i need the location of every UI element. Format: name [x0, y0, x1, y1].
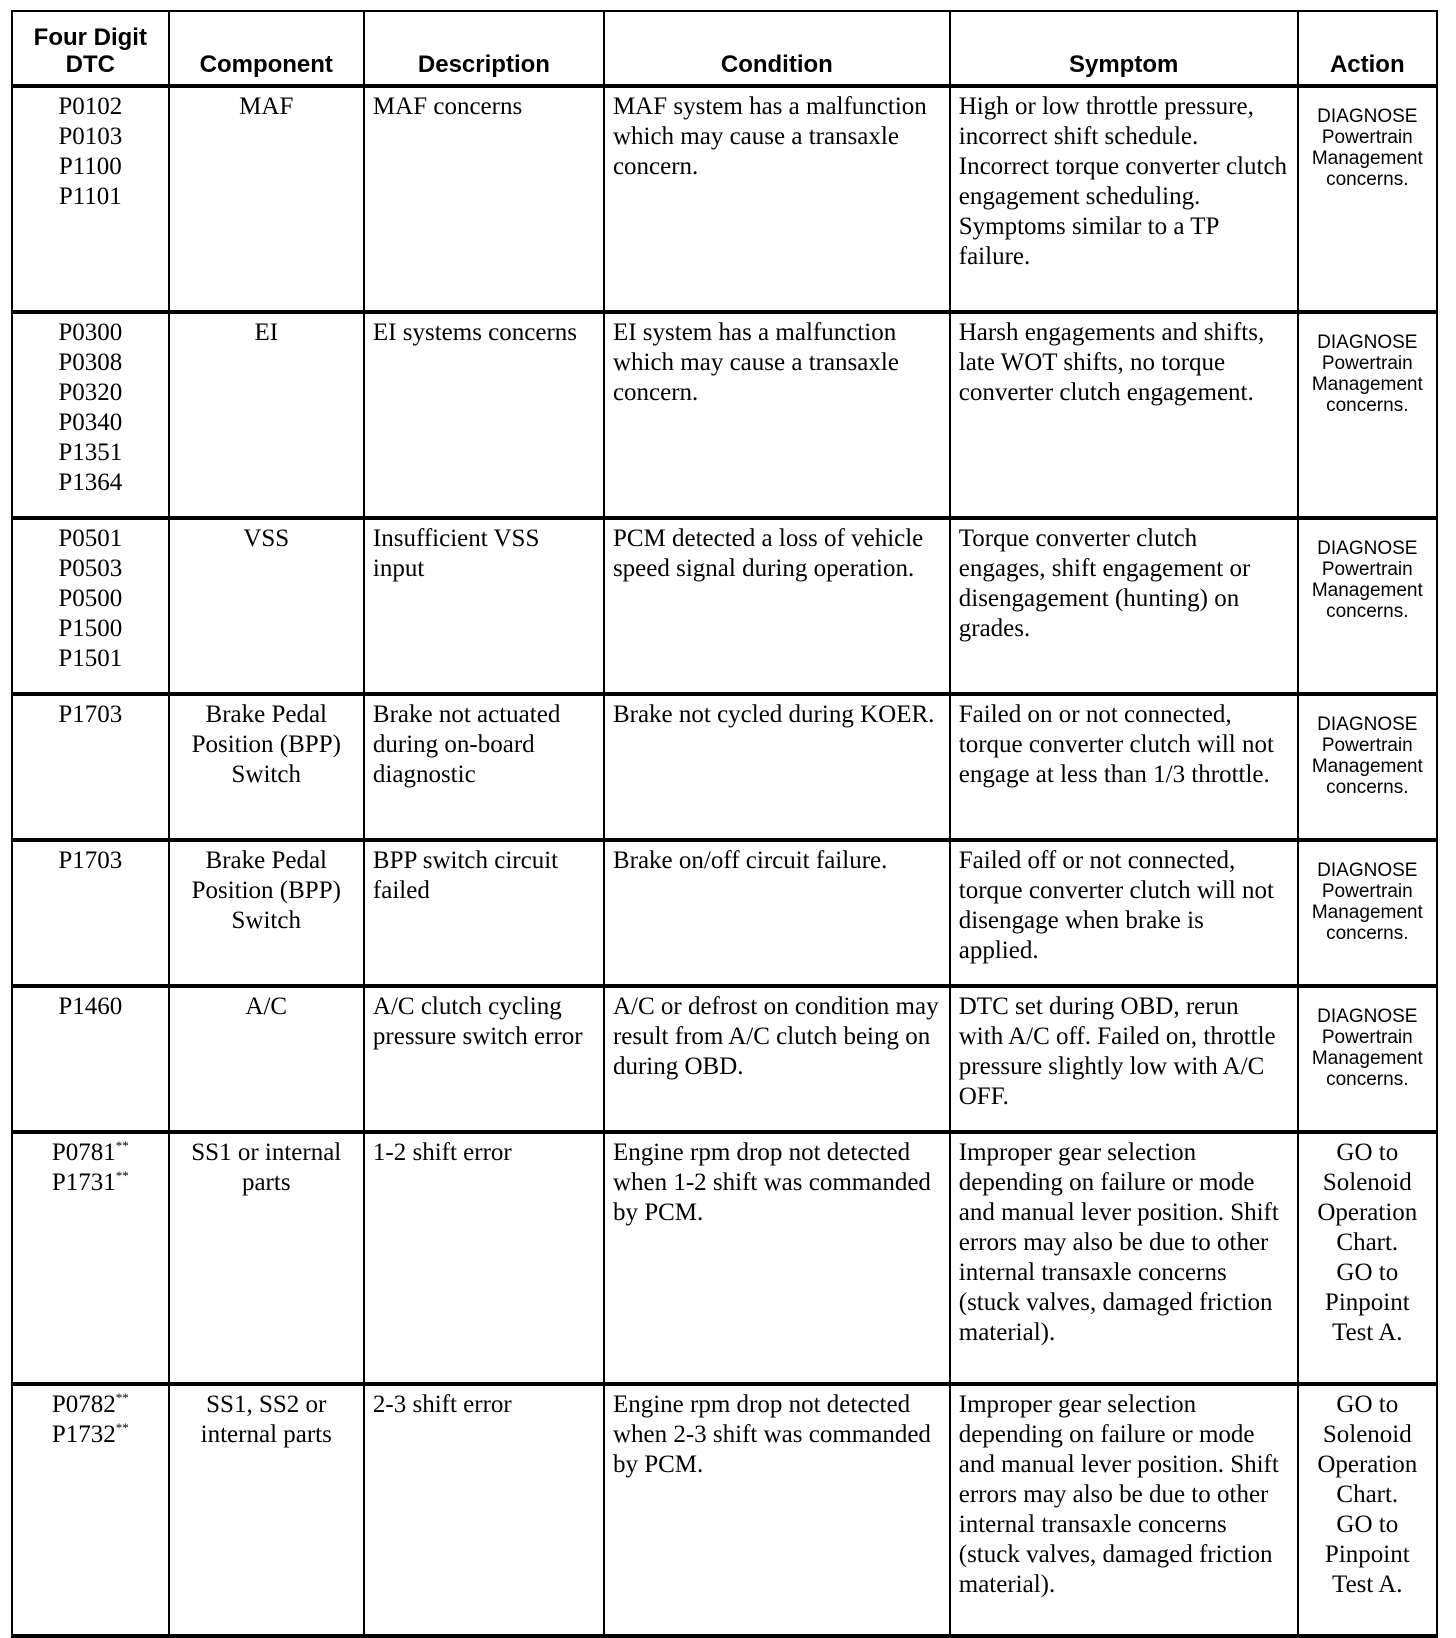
- table-row: [12, 1132, 1437, 1384]
- condition-cell: A/C or defrost on condition may result from A/C clutch being on during OBD.: [604, 986, 950, 1132]
- symptom-cell: Failed off or not connected, torque converter clutch will not disengage when brake is applied.: [950, 840, 1298, 986]
- symptom-cell: Improper gear selection depending on failure or mode and manual lever position. Shift errors may also be due to other internal transaxle concerns (stuck valves, damaged friction material).: [950, 1384, 1298, 1636]
- dtc-codes-cell: [12, 694, 169, 840]
- description-cell: 2-3 shift error: [364, 1384, 604, 1636]
- action-line: Management: [1311, 1048, 1423, 1069]
- dtc-codes-cell: [12, 1384, 169, 1636]
- dtc-code: P1500: [58, 615, 123, 642]
- dtc-codes-cell: [12, 1132, 169, 1384]
- header-dtc: [12, 11, 169, 86]
- action-line: Operation: [1317, 1451, 1418, 1478]
- footnote-mark: **: [115, 1390, 129, 1405]
- action-line: DIAGNOSE: [1317, 860, 1418, 881]
- dtc-table: [11, 10, 1438, 1638]
- condition-cell: Brake not cycled during KOER.: [604, 694, 950, 840]
- dtc-codes-cell: [12, 986, 169, 1132]
- component-cell: A/C: [169, 986, 364, 1132]
- table-row: [12, 1384, 1437, 1636]
- header-dtc-line-1: Four Digit: [33, 24, 147, 51]
- action-line: Chart.: [1336, 1229, 1399, 1256]
- dtc-code: P0308: [58, 349, 123, 376]
- symptom-cell: Torque converter clutch engages, shift engagement or disengagement (hunting) on grades.: [950, 518, 1298, 694]
- action-line: Powertrain: [1321, 559, 1413, 580]
- table-row: [12, 694, 1437, 840]
- dtc-codes-cell: [12, 312, 169, 518]
- dtc-code: P0300: [58, 319, 123, 346]
- condition-cell: MAF system has a malfunction which may cause a transaxle concern.: [604, 86, 950, 312]
- action-line: Chart.: [1336, 1481, 1399, 1508]
- action-line: Pinpoint: [1324, 1541, 1410, 1568]
- table-row: [12, 986, 1437, 1132]
- table-row: [12, 312, 1437, 518]
- action-line: DIAGNOSE: [1317, 332, 1418, 353]
- footnote-mark: **: [115, 1420, 129, 1435]
- action-line: concerns.: [1326, 777, 1409, 798]
- action-line: Powertrain: [1321, 127, 1413, 148]
- symptom-cell: High or low throttle pressure, incorrect shift schedule. Incorrect torque converter clutch engagement scheduling. Symptoms similar to a TP failure.: [950, 86, 1298, 312]
- footnote-mark: **: [115, 1138, 129, 1153]
- action-line: GO to: [1336, 1139, 1399, 1166]
- action-line: DIAGNOSE: [1317, 714, 1418, 735]
- dtc-code: P1501: [58, 645, 123, 672]
- dtc-code: P0103: [58, 123, 123, 150]
- dtc-code: P0503: [58, 555, 123, 582]
- dtc-code: P1101: [58, 183, 122, 210]
- description-cell: Insufficient VSS input: [364, 518, 604, 694]
- dtc-code: P1460: [58, 993, 123, 1020]
- action-line: DIAGNOSE: [1317, 1006, 1418, 1027]
- description-cell: Brake not actuated during on-board diagnostic: [364, 694, 604, 840]
- symptom-cell: Harsh engagements and shifts, late WOT shifts, no torque converter clutch engagement.: [950, 312, 1298, 518]
- component-cell: VSS: [169, 518, 364, 694]
- component-cell: Brake Pedal Position (BPP) Switch: [169, 694, 364, 840]
- action-line: Solenoid: [1322, 1169, 1412, 1196]
- dtc-code: P0340: [58, 409, 123, 436]
- dtc-code: P1731**: [51, 1168, 129, 1196]
- symptom-cell: Failed on or not connected, torque converter clutch will not engage at less than 1/3 throttle.: [950, 694, 1298, 840]
- action-cell: [1298, 986, 1437, 1132]
- action-cell: [1298, 1384, 1437, 1636]
- action-cell: [1298, 518, 1437, 694]
- table-row: [12, 840, 1437, 986]
- dtc-code: P1351: [58, 439, 123, 466]
- condition-cell: Engine rpm drop not detected when 2-3 shift was commanded by PCM.: [604, 1384, 950, 1636]
- action-cell: [1298, 312, 1437, 518]
- description-cell: A/C clutch cycling pressure switch error: [364, 986, 604, 1132]
- action-line: DIAGNOSE: [1317, 106, 1418, 127]
- description-cell: BPP switch circuit failed: [364, 840, 604, 986]
- header-description: Description: [364, 11, 604, 86]
- dtc-code: P0781**: [51, 1138, 129, 1166]
- header-symptom: Symptom: [950, 11, 1298, 86]
- action-line: DIAGNOSE: [1317, 538, 1418, 559]
- header-condition: Condition: [604, 11, 950, 86]
- dtc-code: P1703: [58, 847, 123, 874]
- dtc-code: P0501: [58, 525, 123, 552]
- action-line: Powertrain: [1321, 353, 1413, 374]
- component-cell: SS1, SS2 or internal parts: [169, 1384, 364, 1636]
- action-line: concerns.: [1326, 169, 1409, 190]
- action-line: Pinpoint: [1324, 1289, 1410, 1316]
- action-line: Operation: [1317, 1199, 1418, 1226]
- action-cell: [1298, 694, 1437, 840]
- action-line: Test A.: [1332, 1319, 1403, 1346]
- table-row: [12, 86, 1437, 312]
- table-row: [12, 518, 1437, 694]
- description-cell: 1-2 shift error: [364, 1132, 604, 1384]
- action-cell: [1298, 86, 1437, 312]
- symptom-cell: DTC set during OBD, rerun with A/C off. Failed on, throttle pressure slightly low with A/C OFF.: [950, 986, 1298, 1132]
- action-line: Test A.: [1332, 1571, 1403, 1598]
- component-cell: MAF: [169, 86, 364, 312]
- dtc-code: P0782**: [51, 1390, 129, 1418]
- dtc-code: P1100: [58, 153, 122, 180]
- dtc-code: P1364: [58, 469, 123, 496]
- action-line: Management: [1311, 580, 1423, 601]
- component-cell: EI: [169, 312, 364, 518]
- action-line: GO to: [1336, 1391, 1399, 1418]
- action-line: concerns.: [1326, 923, 1409, 944]
- action-cell: [1298, 840, 1437, 986]
- description-cell: MAF concerns: [364, 86, 604, 312]
- dtc-codes-cell: [12, 518, 169, 694]
- condition-cell: Brake on/off circuit failure.: [604, 840, 950, 986]
- dtc-codes-cell: [12, 86, 169, 312]
- header-dtc-line-2: DTC: [65, 51, 115, 78]
- description-cell: EI systems concerns: [364, 312, 604, 518]
- action-line: Management: [1311, 902, 1423, 923]
- action-line: concerns.: [1326, 601, 1409, 622]
- action-line: concerns.: [1326, 395, 1409, 416]
- action-line: Management: [1311, 756, 1423, 777]
- header-component: Component: [169, 11, 364, 86]
- header-action: Action: [1298, 11, 1437, 86]
- action-cell: [1298, 1132, 1437, 1384]
- component-cell: SS1 or internal parts: [169, 1132, 364, 1384]
- action-line: Solenoid: [1322, 1421, 1412, 1448]
- condition-cell: EI system has a malfunction which may cause a transaxle concern.: [604, 312, 950, 518]
- action-line: Management: [1311, 374, 1423, 395]
- component-cell: Brake Pedal Position (BPP) Switch: [169, 840, 364, 986]
- dtc-codes-cell: [12, 840, 169, 986]
- dtc-code: P0320: [58, 379, 123, 406]
- action-line: Management: [1311, 148, 1423, 169]
- condition-cell: Engine rpm drop not detected when 1-2 shift was commanded by PCM.: [604, 1132, 950, 1384]
- condition-cell: PCM detected a loss of vehicle speed signal during operation.: [604, 518, 950, 694]
- action-line: Powertrain: [1321, 1027, 1413, 1048]
- action-line: Powertrain: [1321, 881, 1413, 902]
- footnote-mark: **: [115, 1168, 129, 1183]
- header-row: [12, 11, 1437, 86]
- action-line: GO to: [1336, 1511, 1399, 1538]
- action-line: Powertrain: [1321, 735, 1413, 756]
- table-body: [12, 86, 1437, 1636]
- dtc-code: P1703: [58, 701, 123, 728]
- dtc-code: P0102: [58, 93, 123, 120]
- action-line: concerns.: [1326, 1069, 1409, 1090]
- action-line: GO to: [1336, 1259, 1399, 1286]
- symptom-cell: Improper gear selection depending on failure or mode and manual lever position. Shift errors may also be due to other internal transaxle concerns (stuck valves, damaged friction material).: [950, 1132, 1298, 1384]
- dtc-code: P1732**: [51, 1420, 129, 1448]
- dtc-code: P0500: [58, 585, 123, 612]
